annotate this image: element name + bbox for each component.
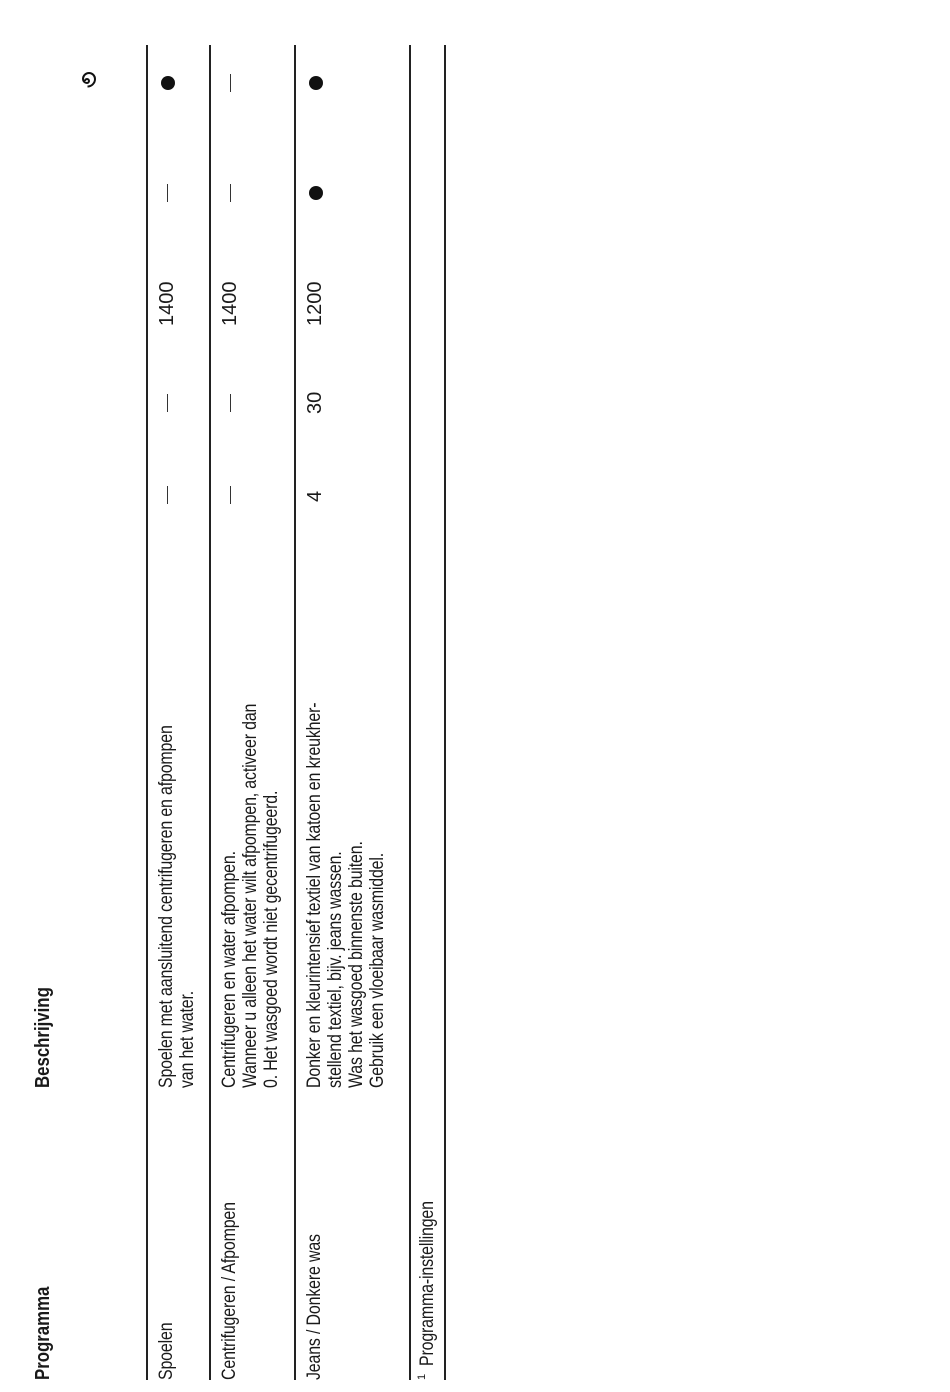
description-line: Wanneer u alleen het water wilt afpompen, activeer dan — [240, 703, 261, 1088]
row-centrifugeren-beschrijving — [219, 704, 282, 1088]
row-jeans-programma: Jeans / Donkere was — [304, 1234, 325, 1380]
spiral-icon — [76, 70, 98, 92]
description-line: 0. Het wasgoed wordt niet gecentrifugeerd. — [261, 790, 282, 1088]
row-jeans-beschrijving — [304, 703, 388, 1088]
table-rule-row1 — [209, 45, 211, 1380]
table-rule-row2 — [294, 45, 296, 1380]
row-spoelen-beschrijving — [156, 725, 198, 1088]
row-centrifugeren-rpm: 1400 — [219, 281, 241, 326]
header-programma: Programma — [32, 1286, 54, 1380]
description-line: van het water. — [177, 990, 198, 1088]
description-line: Donker en kleurintensief textiel van katoen en kreukher- — [304, 702, 325, 1088]
description-line: Spoelen met aansluitend centrifugeren en afpompen — [156, 725, 177, 1088]
row-spoelen-rpm: 1400 — [156, 281, 178, 326]
table-rule-top — [146, 45, 148, 1380]
row-jeans-col5-dot — [309, 186, 323, 200]
row-spoelen-col6-dot — [161, 76, 175, 90]
description-line: stellend textiel, bijv. jeans wassen. — [325, 851, 346, 1088]
row-spoelen-programma: Spoelen — [156, 1322, 177, 1380]
description-line: Was het wasgoed binnenste buiten. — [346, 841, 367, 1088]
description-line: Gebruik een vloeibaar wasmiddel. — [367, 852, 388, 1088]
footnote-marker: 1 — [416, 1373, 428, 1380]
table-rule-row3 — [409, 45, 411, 1380]
row-centrifugeren-programma: Centrifugeren / Afpompen — [219, 1202, 240, 1380]
footnote-text: Programma-instellingen — [417, 1201, 438, 1366]
description-line: Centrifugeren en water afpompen. — [219, 851, 240, 1088]
row-jeans-load: 4 — [304, 490, 326, 502]
row-jeans-col6-dot — [309, 76, 323, 90]
table-rule-bottom — [444, 45, 446, 1380]
row-jeans-rpm: 1200 — [304, 281, 326, 326]
program-table — [20, 0, 450, 1380]
row-jeans-temp: 30 — [304, 391, 326, 414]
header-beschrijving: Beschrijving — [32, 987, 54, 1088]
